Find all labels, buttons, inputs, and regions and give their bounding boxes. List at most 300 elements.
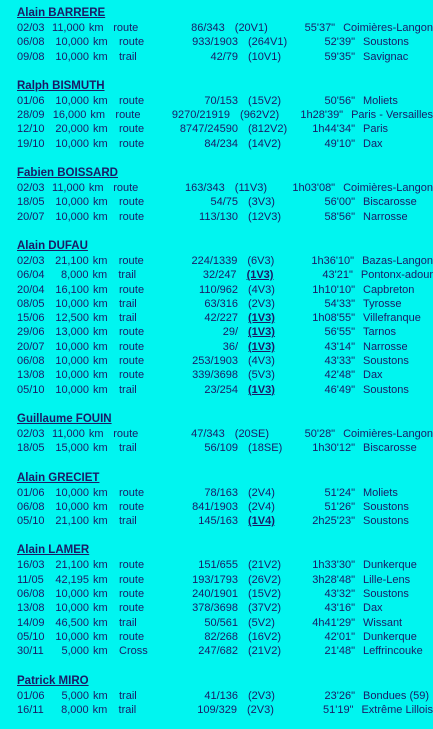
result-rank: 78/163: [204, 486, 238, 499]
result-unit: km: [88, 427, 104, 440]
result-unit: km: [93, 486, 108, 499]
result-rank: 933/1903: [192, 36, 238, 49]
result-cat: (20SE): [234, 427, 270, 440]
athlete-name: Alain BARRERE: [17, 7, 106, 19]
result-date: 06/08: [17, 500, 45, 513]
result-unit: km: [93, 442, 108, 455]
result-time: 43'16": [324, 602, 355, 615]
result-cat: (2V4): [248, 500, 275, 513]
athlete-block: [17, 412, 433, 456]
result-cat: (1V3): [248, 340, 275, 353]
result-time: 54'33": [324, 297, 355, 310]
result-date: 12/10: [17, 123, 45, 136]
athlete-name: Alain LAMER: [17, 544, 90, 557]
result-place: Narrosse: [363, 340, 408, 353]
result-place: Pontonx-adour: [360, 269, 433, 282]
result-cat: (4V3): [248, 283, 275, 296]
result-place: Dunkerque: [363, 630, 417, 643]
result-rank: 841/1903: [192, 500, 238, 513]
result-place: Biscarosse: [363, 196, 417, 209]
result-place: Bazas-Langon: [362, 254, 433, 267]
result-rank: 56/109: [204, 442, 238, 455]
result-date: 16/03: [17, 559, 45, 572]
result-dist: 10,000: [55, 383, 89, 396]
result-type: route: [119, 210, 145, 223]
result-place: Lille-Lens: [363, 573, 411, 586]
result-row: [17, 210, 433, 224]
result-dist: 8,000: [61, 269, 89, 282]
result-type: route: [118, 254, 144, 267]
result-place: Soustons: [363, 383, 409, 396]
athlete-block: [17, 543, 433, 658]
result-dist: 10,000: [55, 588, 89, 601]
result-row: [17, 311, 433, 325]
result-dist: 10,000: [55, 196, 89, 209]
result-row: [17, 368, 433, 382]
result-unit: km: [90, 109, 106, 122]
result-type: route: [119, 630, 145, 643]
result-type: trail: [119, 50, 137, 63]
result-rank: 42/79: [210, 50, 238, 63]
result-dist: 42,195: [55, 573, 89, 586]
result-rank: 145/163: [198, 515, 238, 528]
result-rank: 224/1339: [191, 254, 238, 267]
result-dist: 10,000: [55, 486, 89, 499]
result-date: 18/05: [17, 196, 45, 209]
result-cat: (1V3): [248, 312, 275, 325]
result-row: [17, 383, 433, 397]
result-cat: (21V2): [248, 645, 282, 658]
result-type: Cross: [119, 645, 148, 658]
result-row: [17, 283, 433, 297]
result-dist: 10,000: [55, 50, 89, 63]
result-dist: 21,100: [55, 254, 89, 267]
athlete-block: [17, 166, 433, 224]
result-place: Villefranque: [363, 312, 421, 325]
result-dist: 16,100: [55, 283, 89, 296]
result-rank: 82/268: [204, 630, 238, 643]
result-date: 06/08: [17, 355, 45, 368]
result-row: [17, 21, 433, 35]
result-time: 21'48": [324, 645, 355, 658]
result-cat: (1V3): [248, 383, 275, 396]
result-time: 51'19": [322, 703, 354, 716]
result-place: Dax: [363, 602, 383, 615]
result-place: Bondues (59): [363, 689, 430, 702]
result-rank: 247/682: [198, 645, 238, 658]
result-date: 06/08: [17, 588, 45, 601]
athlete-name: Patrick MIRO: [17, 674, 89, 687]
result-time: 1h10'10": [312, 283, 355, 296]
result-row: [17, 94, 433, 108]
result-dist: 11,000: [52, 182, 85, 195]
result-row: [17, 573, 433, 587]
result-place: Narrosse: [363, 210, 408, 223]
result-unit: km: [93, 283, 108, 296]
result-time: 1h03'08": [292, 182, 336, 195]
result-type: trail: [119, 442, 137, 455]
result-row: [17, 254, 433, 268]
result-time: 23'26": [324, 689, 355, 702]
result-cat: (20V1): [234, 22, 268, 34]
result-cat: (12V3): [248, 210, 282, 223]
result-rank: 84/234: [204, 137, 238, 150]
result-type: trail: [119, 297, 137, 310]
result-date: 02/03: [17, 427, 45, 440]
result-type: route: [119, 355, 145, 368]
result-type: route: [113, 427, 139, 440]
result-rank: 36/: [222, 340, 238, 353]
result-cat: (2V3): [246, 703, 274, 716]
result-place: Dax: [363, 369, 383, 382]
result-dist: 5,000: [61, 645, 89, 658]
result-type: route: [119, 283, 145, 296]
result-rank: 54/75: [210, 196, 238, 209]
result-place: Soustons: [363, 588, 409, 601]
result-row: [17, 514, 433, 528]
result-unit: km: [93, 369, 108, 382]
result-type: route: [119, 602, 145, 615]
result-time: 1h33'30": [312, 559, 355, 572]
result-unit: km: [92, 269, 108, 282]
result-row: [17, 268, 433, 282]
result-rank: 8747/24590: [179, 123, 238, 136]
result-dist: 16,000: [52, 109, 87, 122]
result-dist: 10,000: [55, 630, 89, 643]
result-dist: 13,000: [55, 326, 89, 339]
result-time: 43'33": [324, 355, 355, 368]
result-time: 43'21": [322, 269, 353, 282]
result-rank: 86/343: [191, 22, 225, 34]
result-unit: km: [93, 297, 108, 310]
result-dist: 10,000: [55, 369, 89, 382]
result-dist: 20,000: [55, 123, 89, 136]
result-dist: 15,000: [55, 442, 89, 455]
result-type: trail: [119, 515, 137, 528]
result-time: 46'49": [324, 383, 355, 396]
result-unit: km: [93, 123, 108, 136]
result-unit: km: [93, 573, 108, 586]
result-rank: 50/561: [204, 616, 238, 629]
result-unit: km: [93, 36, 108, 49]
result-cat: (2V4): [248, 486, 275, 499]
result-date: 20/07: [17, 340, 45, 353]
result-cat: (264V1): [248, 36, 288, 49]
result-place: Biscarosse: [363, 442, 417, 455]
result-dist: 21,100: [55, 559, 89, 572]
result-date: 02/03: [17, 22, 45, 34]
result-rank: 378/3698: [192, 602, 238, 615]
result-rank: 47/343: [191, 427, 225, 440]
result-place: Paris - Versailles: [351, 109, 433, 122]
result-dist: 11,000: [52, 22, 85, 34]
result-place: Soustons: [363, 355, 409, 368]
result-dist: 5,000: [61, 689, 89, 702]
result-date: 02/03: [17, 182, 45, 195]
result-time: 2h25'23": [312, 515, 355, 528]
result-date: 20/07: [17, 210, 45, 223]
result-rank: 70/153: [204, 94, 238, 107]
result-unit: km: [93, 602, 108, 615]
result-time: 55'37": [304, 22, 336, 34]
result-type: route: [119, 94, 145, 107]
result-time: 1h36'10": [311, 254, 355, 267]
result-date: 18/05: [17, 442, 45, 455]
result-rank: 29/: [222, 326, 238, 339]
result-date: 15/06: [17, 312, 45, 325]
athlete-name: Guillaume FOUIN: [17, 412, 112, 425]
result-dist: 10,000: [55, 355, 89, 368]
result-time: 43'14": [324, 340, 355, 353]
result-dist: 10,000: [55, 297, 89, 310]
result-rank: 41/136: [204, 689, 238, 702]
result-row: [17, 325, 433, 339]
athlete-block: [17, 79, 433, 151]
result-type: route: [119, 369, 145, 382]
result-time: 43'32": [324, 588, 355, 601]
result-unit: km: [93, 588, 108, 601]
result-dist: 46,500: [55, 616, 89, 629]
result-cat: (812V2): [248, 123, 288, 136]
result-place: Tarnos: [363, 326, 397, 339]
athlete-name: Alain DUFAU: [17, 239, 88, 252]
result-rank: 42/227: [204, 312, 238, 325]
result-date: 14/09: [17, 616, 45, 629]
result-time: 49'10": [324, 137, 355, 150]
result-rank: 110/962: [199, 283, 238, 296]
result-dist: 10,000: [55, 340, 89, 353]
athlete-block: [17, 674, 433, 718]
result-cat: (2V3): [248, 689, 275, 702]
result-cat: (1V3): [246, 269, 274, 282]
result-dist: 8,000: [61, 703, 89, 716]
result-date: 16/11: [17, 703, 44, 716]
result-date: 28/09: [17, 109, 45, 122]
result-unit: km: [88, 22, 104, 34]
result-row: [17, 630, 433, 644]
result-type: route: [119, 340, 145, 353]
result-date: 05/10: [17, 630, 45, 643]
result-time: 59'35": [324, 50, 355, 63]
result-time: 56'00": [324, 196, 355, 209]
result-type: route: [119, 196, 145, 209]
result-row: [17, 35, 433, 49]
result-time: 50'28": [304, 427, 336, 440]
athlete-block: [17, 471, 433, 529]
result-cat: (962V2): [240, 109, 280, 122]
result-type: route: [119, 573, 145, 586]
result-unit: km: [93, 312, 108, 325]
result-row: [17, 500, 433, 514]
result-unit: km: [93, 515, 108, 528]
result-date: 01/06: [17, 486, 45, 499]
result-cat: (26V2): [248, 573, 282, 586]
result-date: 19/10: [17, 137, 45, 150]
athlete-name: Fabien BOISSARD: [17, 167, 118, 180]
result-rank: 253/1903: [192, 355, 238, 368]
result-place: Leffrincouke: [363, 645, 423, 658]
result-type: route: [119, 137, 145, 150]
result-type: route: [113, 182, 139, 195]
result-date: 02/03: [17, 254, 45, 267]
result-cat: (15V2): [248, 588, 282, 601]
result-time: 1h30'12": [312, 442, 355, 455]
result-dist: 10,000: [55, 36, 89, 49]
result-place: Paris: [363, 123, 389, 136]
result-type: route: [119, 486, 145, 499]
result-rank: 23/254: [204, 383, 238, 396]
result-rank: 63/316: [204, 297, 238, 310]
result-cat: (11V3): [234, 182, 267, 195]
result-type: route: [113, 22, 139, 34]
result-rank: 339/3698: [192, 369, 238, 382]
result-row: [17, 601, 433, 615]
result-cat: (16V2): [248, 630, 282, 643]
result-cat: (6V3): [247, 254, 275, 267]
result-time: 1h28'39": [300, 109, 344, 122]
result-row: [17, 644, 433, 658]
result-type: trail: [118, 703, 137, 716]
result-date: 06/04: [17, 269, 45, 282]
result-rank: 163/343: [185, 182, 225, 195]
result-place: Wissant: [363, 616, 403, 629]
result-cat: (37V2): [248, 602, 282, 615]
result-date: 29/06: [17, 326, 45, 339]
result-unit: km: [93, 355, 108, 368]
result-time: 4h41'29": [312, 616, 355, 629]
result-cat: (5V2): [248, 616, 275, 629]
result-time: 58'56": [324, 210, 355, 223]
result-dist: 10,000: [55, 137, 89, 150]
result-type: trail: [119, 312, 137, 325]
result-date: 20/04: [17, 283, 45, 296]
result-place: Moliets: [363, 486, 398, 499]
result-place: Dunkerque: [363, 559, 417, 572]
result-unit: km: [93, 196, 108, 209]
result-dist: 21,100: [55, 515, 89, 528]
result-row: [17, 427, 433, 441]
result-date: 01/06: [17, 689, 45, 702]
result-unit: km: [93, 94, 108, 107]
result-type: route: [115, 109, 141, 122]
result-place: Capbreton: [363, 283, 415, 296]
result-row: [17, 616, 433, 630]
result-unit: km: [93, 210, 108, 223]
result-place: Coimières-Langon: [343, 22, 433, 34]
result-row: [17, 587, 433, 601]
result-date: 13/08: [17, 369, 45, 382]
result-row: [17, 558, 433, 572]
result-place: Dax: [363, 137, 383, 150]
result-unit: km: [93, 137, 108, 150]
result-date: 30/11: [17, 645, 44, 658]
result-unit: km: [93, 50, 108, 63]
result-rank: 193/1793: [192, 573, 238, 586]
result-cat: (15V2): [248, 94, 282, 107]
result-type: route: [119, 500, 145, 513]
result-unit: km: [93, 340, 108, 353]
result-cat: (18SE): [248, 442, 283, 455]
result-date: 09/08: [17, 50, 45, 63]
result-unit: km: [92, 703, 108, 716]
result-time: 3h28'48": [312, 573, 355, 586]
result-unit: km: [93, 500, 108, 513]
result-place: Moliets: [363, 94, 398, 107]
result-rank: 32/247: [202, 269, 237, 282]
result-row: [17, 108, 433, 122]
result-cat: (21V2): [248, 559, 282, 572]
result-row: [17, 195, 433, 209]
result-date: 11/05: [17, 573, 44, 586]
result-date: 05/10: [17, 515, 45, 528]
result-time: 50'56": [324, 94, 355, 107]
result-row: [17, 703, 433, 717]
result-cat: (1V3): [248, 326, 275, 339]
result-type: trail: [119, 383, 137, 396]
result-dist: 10,000: [55, 602, 89, 615]
result-unit: km: [93, 645, 108, 658]
result-time: 1h44'34": [312, 123, 355, 136]
result-dist: 10,000: [55, 210, 89, 223]
result-place: Soustons: [363, 36, 409, 49]
result-type: trail: [119, 689, 137, 702]
result-rank: 151/655: [198, 559, 238, 572]
result-time: 52'39": [324, 36, 355, 49]
result-date: 05/10: [17, 383, 45, 396]
result-time: 1h08'55": [312, 312, 355, 325]
athlete-block: [17, 6, 433, 64]
result-type: route: [119, 123, 145, 136]
result-row: [17, 122, 433, 136]
result-rank: 9270/21919: [171, 109, 231, 122]
result-type: trail: [118, 269, 137, 282]
result-time: 56'55": [324, 326, 355, 339]
result-cat: (10V1): [248, 50, 282, 63]
athlete-block: [17, 239, 433, 397]
result-dist: 12,500: [55, 312, 89, 325]
result-row: [17, 689, 433, 703]
result-time: 51'26": [324, 500, 355, 513]
result-row: [17, 297, 433, 311]
result-cat: (3V3): [248, 196, 275, 209]
result-type: route: [119, 36, 145, 49]
result-rank: 113/130: [199, 210, 238, 223]
result-time: 42'48": [324, 369, 355, 382]
result-date: 08/05: [17, 297, 45, 310]
result-place: Coimières-Langon: [343, 427, 433, 440]
result-unit: km: [93, 630, 108, 643]
result-row: [17, 354, 433, 368]
result-cat: (4V3): [248, 355, 275, 368]
result-place: Soustons: [363, 515, 409, 528]
athlete-name: Ralph BISMUTH: [17, 79, 105, 92]
result-time: 51'24": [324, 486, 355, 499]
result-place: Coimières-Langon: [343, 182, 433, 195]
result-unit: km: [93, 689, 108, 702]
result-type: route: [119, 559, 145, 572]
result-cat: (1V4): [248, 515, 275, 528]
result-cat: (2V3): [248, 297, 275, 310]
result-dist: 10,000: [55, 500, 89, 513]
result-cat: (5V3): [248, 369, 275, 382]
athlete-name: Alain GRECIET: [17, 471, 100, 484]
result-rank: 240/1901: [192, 588, 238, 601]
result-type: route: [119, 588, 145, 601]
result-place: Soustons: [363, 500, 409, 513]
result-cat: (14V2): [248, 137, 282, 150]
result-unit: km: [92, 254, 108, 267]
result-date: 01/06: [17, 94, 45, 107]
